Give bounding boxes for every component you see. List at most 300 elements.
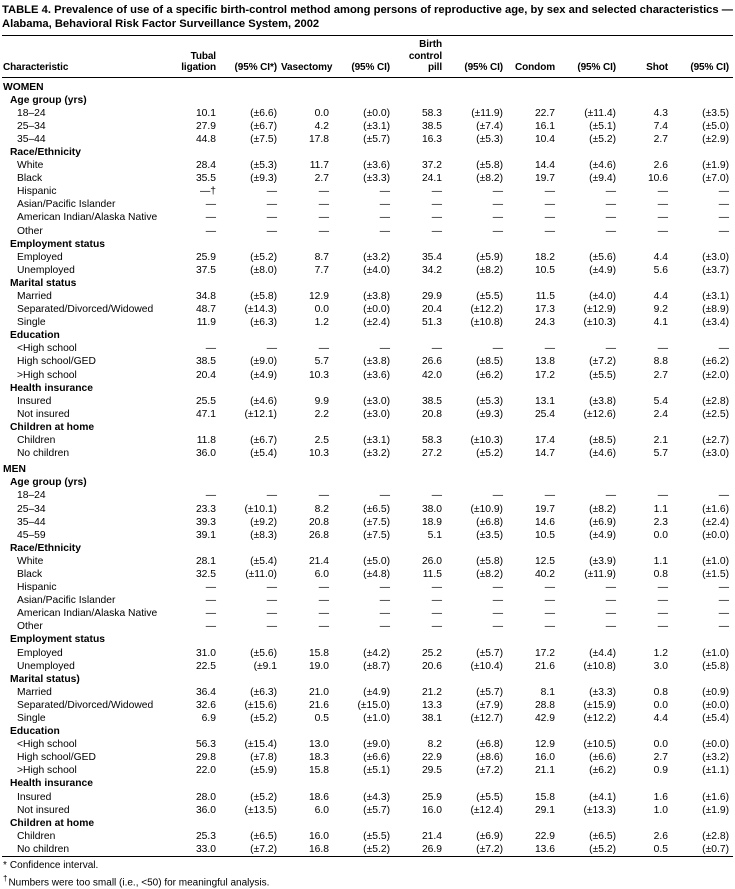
section-row-label: Education: [10, 330, 60, 342]
method-value: 5.1: [427, 529, 442, 541]
section-row: [2, 542, 733, 555]
method-value: 44.8: [195, 133, 216, 145]
method-value: 28.8: [534, 699, 555, 711]
method-value: 0.0: [314, 304, 329, 316]
col-header-characteristic: Characteristic: [2, 36, 168, 78]
method-value: 8.2: [314, 503, 329, 515]
ci-value: (±0.0): [702, 529, 729, 541]
method-value: 27.2: [421, 448, 442, 460]
method-value: 12.9: [308, 291, 329, 302]
ci-value: (±6.6): [250, 107, 277, 119]
method-value: —: [544, 582, 555, 594]
method-value: 10.1: [195, 107, 216, 119]
ci-value: (±14.3): [244, 304, 277, 316]
method-value: —: [657, 212, 668, 224]
ci-value: (±1.6): [702, 791, 729, 803]
col-header-ci-4: (95% CI): [557, 36, 620, 78]
ci-value: (±9.0): [250, 356, 277, 368]
row-label: American Indian/Alaska Native: [17, 608, 158, 620]
method-value: 0.0: [653, 699, 668, 711]
table-row: [2, 555, 733, 568]
method-value: 11.9: [196, 317, 216, 329]
ci-value: —: [492, 621, 503, 633]
method-value: 4.3: [653, 107, 668, 119]
method-value: 29.8: [195, 752, 216, 764]
method-value: 16.8: [308, 843, 329, 855]
ci-value: (±12.9): [583, 304, 616, 316]
method-value: 21.6: [308, 699, 329, 711]
row-label: 25–34: [17, 120, 46, 132]
ci-value: (±5.7): [363, 804, 390, 816]
ci-value: (±4.1): [589, 791, 616, 803]
method-value: 42.9: [534, 713, 555, 724]
method-value: 4.4: [653, 251, 668, 263]
ci-value: (±5.5): [476, 791, 503, 803]
method-value: 9.2: [653, 304, 668, 316]
method-value: 8.7: [314, 251, 329, 263]
method-value: 16.1: [534, 120, 555, 132]
ci-value: (±3.7): [702, 264, 729, 276]
ci-value: —: [492, 212, 503, 224]
method-value: 17.4: [534, 435, 555, 447]
ci-value: (±11.0): [245, 568, 277, 580]
ci-value: (±3.5): [476, 529, 503, 541]
method-value: 1.2: [653, 647, 668, 659]
ci-value: (±5.6): [250, 647, 277, 659]
method-value: —: [431, 343, 442, 355]
section-row-label: Children at home: [10, 421, 95, 433]
table-row: [2, 581, 733, 594]
ci-value: (±1.0): [702, 555, 729, 567]
method-value: 35.5: [195, 173, 216, 185]
prevalence-table: [2, 35, 733, 857]
row-label: Other: [17, 225, 43, 237]
method-value: —: [657, 621, 668, 633]
ci-value: (±7.9): [476, 699, 503, 711]
method-value: 38.5: [421, 395, 442, 407]
ci-value: (±5.2): [589, 843, 616, 855]
row-label: Hispanic: [17, 186, 57, 198]
method-value: 0.5: [314, 713, 329, 724]
footnote-marker: †: [3, 873, 8, 883]
method-value: 48.7: [195, 304, 216, 316]
ci-value: (±5.9): [250, 765, 277, 777]
table-row: [2, 198, 733, 211]
ci-value: (±3.4): [702, 317, 729, 329]
section-row-label: Employment status: [10, 238, 105, 250]
ci-value: —: [718, 621, 729, 633]
method-value: 37.5: [195, 264, 216, 276]
ci-value: (±8.2): [476, 173, 503, 185]
table-row: [2, 290, 733, 303]
ci-value: —: [605, 595, 616, 607]
ci-value: (±5.3): [476, 395, 503, 407]
method-value: 14.4: [534, 160, 555, 172]
method-value: 10.4: [534, 133, 555, 145]
ci-value: (±1.1): [702, 765, 729, 777]
method-value: 2.7: [314, 173, 329, 185]
method-value: 11.5: [535, 291, 555, 302]
ci-value: (±3.5): [702, 107, 729, 119]
ci-value: (±1.0): [702, 647, 729, 659]
method-value: 0.0: [653, 739, 668, 751]
method-value: 18.3: [308, 752, 329, 764]
method-value: 12.9: [534, 739, 555, 751]
ci-value: (±4.8): [363, 568, 390, 580]
method-value: 2.3: [653, 516, 668, 528]
row-label: Married: [17, 291, 52, 302]
ci-value: (±6.6): [589, 752, 616, 764]
method-value: 10.6: [647, 173, 668, 185]
method-value: 4.2: [314, 120, 329, 132]
method-value: 26.0: [421, 555, 442, 567]
method-value: 25.2: [421, 647, 442, 659]
ci-value: (±9.2): [250, 516, 277, 528]
ci-value: (±13.5): [244, 804, 277, 816]
ci-value: —: [605, 199, 616, 211]
table-row: [2, 355, 733, 368]
footnotes: [2, 857, 733, 889]
section-row-label: Health insurance: [10, 778, 93, 790]
method-value: 21.4: [308, 555, 329, 567]
ci-value: (±3.1): [363, 435, 390, 447]
col-header-method-3: Birth control pill: [394, 36, 444, 78]
row-label: High school/GED: [17, 356, 96, 368]
ci-value: (±10.3): [470, 435, 503, 447]
method-value: 1.0: [653, 804, 668, 816]
method-value: 17.2: [534, 369, 555, 381]
method-value: 21.1: [534, 765, 555, 777]
ci-value: (±7.5): [363, 529, 390, 541]
method-value: 0.0: [653, 529, 668, 541]
table-row: [2, 764, 733, 777]
method-value: 2.4: [653, 408, 668, 420]
row-label: Not insured: [17, 804, 70, 816]
ci-value: (±5.7): [476, 647, 503, 659]
method-value: 15.8: [308, 765, 329, 777]
method-value: —: [318, 582, 329, 594]
section-row: [2, 329, 733, 342]
method-value: 42.0: [421, 369, 442, 381]
ci-value: (±10.8): [583, 660, 616, 672]
ci-value: (±3.0): [702, 448, 729, 460]
method-value: 22.7: [534, 107, 555, 119]
method-value: 38.5: [421, 120, 442, 132]
row-label: White: [17, 160, 44, 172]
ci-value: (±8.5): [476, 356, 503, 368]
table-row: [2, 211, 733, 224]
ci-value: (±3.0): [363, 408, 390, 420]
ci-value: (±3.0): [363, 395, 390, 407]
method-value: —: [431, 186, 442, 198]
table-row: [2, 447, 733, 460]
method-value: 27.9: [195, 120, 216, 132]
ci-value: —: [605, 582, 616, 594]
table-row: [2, 830, 733, 843]
ci-value: (±6.3): [250, 317, 277, 329]
method-value: 34.8: [195, 291, 216, 302]
method-value: —: [318, 343, 329, 355]
method-value: 7.4: [653, 120, 668, 132]
ci-value: —: [492, 186, 503, 198]
method-value: 20.4: [195, 369, 216, 381]
method-value: 34.2: [421, 264, 442, 276]
ci-value: —: [605, 608, 616, 620]
method-value: 36.0: [195, 448, 216, 460]
method-value: —: [544, 490, 555, 502]
section-row: [2, 382, 733, 395]
ci-value: (±3.2): [363, 251, 390, 263]
ci-value: —: [492, 199, 503, 211]
ci-value: —: [266, 186, 277, 198]
method-value: 3.0: [653, 660, 668, 672]
method-value: 47.1: [195, 408, 216, 420]
method-value: 17.8: [308, 133, 329, 145]
ci-value: (±5.7): [363, 133, 390, 145]
ci-value: (±6.2): [589, 765, 616, 777]
ci-value: (±12.2): [470, 304, 503, 316]
ci-value: (±5.7): [476, 686, 503, 698]
section-row-label: Marital status): [10, 673, 80, 685]
table-row: [2, 568, 733, 581]
method-value: 21.6: [534, 660, 555, 672]
section-row: [2, 421, 733, 434]
method-value: 20.4: [421, 304, 442, 316]
method-value: —: [544, 343, 555, 355]
method-value: 36.0: [195, 804, 216, 816]
ci-value: (±5.0): [702, 120, 729, 132]
table-row: [2, 159, 733, 172]
method-value: 4.4: [653, 291, 668, 302]
table-row: [2, 107, 733, 120]
row-label: <High school: [17, 343, 77, 355]
method-value: 16.0: [421, 804, 442, 816]
method-value: —: [431, 621, 442, 633]
ci-value: (±5.6): [589, 251, 616, 263]
ci-value: (±9.3): [250, 173, 277, 185]
method-value: 13.3: [421, 699, 442, 711]
ci-value: (±5.8): [476, 555, 503, 567]
ci-value: (±5.8): [476, 160, 503, 172]
section-row-label: Race/Ethnicity: [10, 542, 81, 554]
method-value: 12.5: [534, 555, 555, 567]
ci-value: (±15.6): [244, 699, 277, 711]
method-value: —: [657, 490, 668, 502]
ci-value: (±5.2): [250, 251, 277, 263]
ci-value: (±15.9): [583, 699, 616, 711]
ci-value: (±7.2): [476, 843, 503, 855]
section-row-label: Children at home: [10, 817, 95, 829]
table-row: [2, 408, 733, 421]
ci-value: (±12.6): [583, 408, 616, 420]
method-value: 0.9: [653, 765, 668, 777]
ci-value: (±5.5): [589, 369, 616, 381]
section-row: [2, 633, 733, 646]
method-value: —: [431, 212, 442, 224]
method-value: —: [205, 595, 216, 607]
method-value: 38.0: [421, 503, 442, 515]
method-value: 26.8: [308, 529, 329, 541]
table-row: [2, 686, 733, 699]
method-value: 17.3: [534, 304, 555, 316]
ci-value: (±10.9): [470, 503, 503, 515]
row-label: Hispanic: [17, 582, 57, 594]
method-value: 8.8: [653, 356, 668, 368]
ci-value: —: [379, 225, 390, 237]
method-value: 6.9: [201, 713, 216, 724]
method-value: 20.8: [308, 516, 329, 528]
ci-value: (±5.0): [363, 555, 390, 567]
method-value: 2.7: [653, 133, 668, 145]
row-label: Not insured: [17, 408, 70, 420]
ci-value: (±6.6): [363, 752, 390, 764]
method-value: 2.1: [653, 435, 668, 447]
ci-value: —: [605, 490, 616, 502]
table-row: [2, 516, 733, 529]
ci-value: (±8.5): [589, 435, 616, 447]
ci-value: (±1.9): [702, 804, 729, 816]
method-value: 25.9: [195, 251, 216, 263]
method-value: —: [544, 595, 555, 607]
method-value: —: [657, 608, 668, 620]
ci-value: —: [379, 186, 390, 198]
col-header-method-2: Vasectomy: [281, 36, 331, 78]
method-value: 4.4: [653, 713, 668, 724]
section-row: [2, 238, 733, 251]
row-label: 45–59: [17, 529, 46, 541]
section-row: [2, 777, 733, 790]
method-value: 31.0: [195, 647, 216, 659]
method-value: 28.4: [195, 160, 216, 172]
ci-value: —: [266, 343, 277, 355]
table-row: [2, 316, 733, 329]
table-row: [2, 120, 733, 133]
ci-value: (±7.0): [702, 173, 729, 185]
row-label: 18–24: [17, 490, 46, 502]
table-row: [2, 699, 733, 712]
section-row: [2, 94, 733, 107]
ci-value: (±5.2): [589, 133, 616, 145]
ci-value: (±7.5): [250, 133, 277, 145]
method-value: 58.3: [421, 107, 442, 119]
col-header-method-4: Condom: [507, 36, 557, 78]
method-value: —: [205, 225, 216, 237]
ci-value: (±3.2): [702, 752, 729, 764]
footnote: * Confidence interval.: [3, 860, 99, 872]
ci-value: (±3.1): [702, 291, 729, 302]
ci-value: (±8.3): [250, 529, 277, 541]
ci-value: —: [718, 199, 729, 211]
method-value: 16.0: [308, 830, 329, 842]
col-header-method-5: Shot: [620, 36, 670, 78]
ci-value: (±8.6): [476, 752, 503, 764]
method-value: 29.1: [534, 804, 555, 816]
row-label: Separated/Divorced/Widowed: [17, 304, 154, 316]
ci-value: —: [266, 199, 277, 211]
row-label: Single: [17, 317, 46, 329]
method-value: 2.6: [653, 830, 668, 842]
col-header-ci-3: (95% CI): [444, 36, 507, 78]
method-value: 21.4: [421, 830, 442, 842]
ci-value: —: [379, 199, 390, 211]
ci-value: —: [492, 225, 503, 237]
header-row: [2, 36, 733, 78]
row-label: Insured: [17, 395, 52, 407]
ci-value: (±1.5): [702, 568, 729, 580]
ci-value: (±2.4): [702, 516, 729, 528]
table-row: [2, 751, 733, 764]
ci-value: (±10.5): [583, 739, 616, 751]
table-row: [2, 620, 733, 633]
method-value: 11.5: [422, 568, 442, 580]
ci-value: (±4.9): [589, 529, 616, 541]
method-value: 56.3: [195, 739, 216, 751]
method-value: 5.4: [653, 395, 668, 407]
ci-value: (±1.0): [363, 713, 390, 724]
method-value: 19.7: [534, 503, 555, 515]
group-row-label: WOMEN: [3, 81, 44, 93]
ci-value: (±5.3): [476, 133, 503, 145]
ci-value: —: [492, 490, 503, 502]
method-value: —: [544, 621, 555, 633]
row-label: 18–24: [17, 107, 46, 119]
table-row: [2, 264, 733, 277]
method-value: 10.5: [534, 264, 555, 276]
ci-value: (±9.1: [253, 660, 277, 672]
method-value: 20.6: [421, 660, 442, 672]
ci-value: (±10.1): [244, 503, 277, 515]
method-value: 13.8: [534, 356, 555, 368]
ci-value: (±5.8): [250, 291, 277, 302]
table-row: [2, 185, 733, 198]
table-header: [2, 36, 733, 78]
table-row: [2, 660, 733, 673]
ci-value: —: [718, 608, 729, 620]
method-value: 2.2: [314, 408, 329, 420]
row-label: 25–34: [17, 503, 46, 515]
row-label: Employed: [17, 647, 63, 659]
method-value: 26.9: [421, 843, 442, 855]
table-row: [2, 791, 733, 804]
ci-value: (±4.6): [250, 395, 277, 407]
method-value: 37.2: [421, 160, 442, 172]
ci-value: (±7.2): [250, 843, 277, 855]
method-value: 51.3: [421, 317, 442, 329]
method-value: 8.1: [540, 686, 555, 698]
method-value: 14.6: [534, 516, 555, 528]
method-value: 15.8: [308, 647, 329, 659]
table-row: [2, 529, 733, 542]
ci-value: (±2.8): [702, 395, 729, 407]
method-value: 0.8: [653, 568, 668, 580]
ci-value: (±5.2): [250, 791, 277, 803]
ci-value: —: [605, 186, 616, 198]
row-label: Children: [17, 435, 56, 447]
method-value: 18.9: [421, 516, 442, 528]
method-value: 28.1: [195, 555, 216, 567]
ci-value: (±4.9): [250, 369, 277, 381]
method-value: 35.4: [421, 251, 442, 263]
ci-value: (±10.8): [470, 317, 503, 329]
method-value: —: [205, 199, 216, 211]
method-value: —: [318, 621, 329, 633]
ci-value: —: [718, 595, 729, 607]
method-value: 21.0: [308, 686, 329, 698]
section-row-label: Age group (yrs): [10, 94, 87, 106]
ci-value: (±7.2): [589, 356, 616, 368]
method-value: 36.4: [195, 686, 216, 698]
ci-value: —: [492, 582, 503, 594]
